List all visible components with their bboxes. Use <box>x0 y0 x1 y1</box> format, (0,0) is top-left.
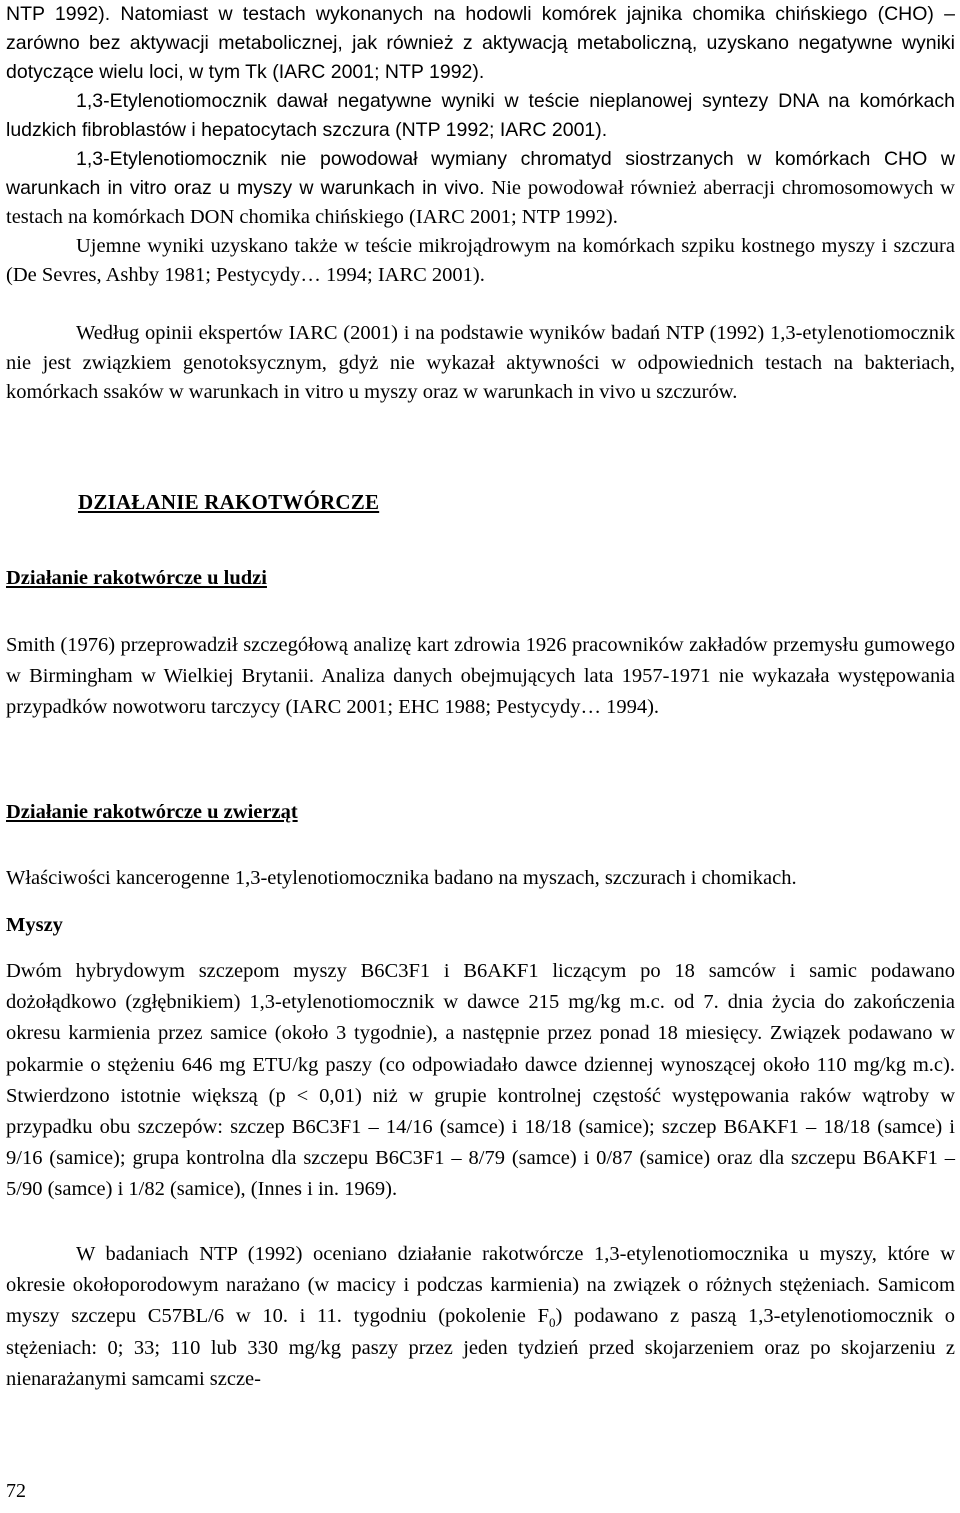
paragraph-animal-intro: Właściwości kancerogenne 1,3-etylenotiomocznika badano na myszach, szczurach i chomikach. <box>6 867 797 889</box>
paragraph-dna-synthesis: 1,3-Etylenotiomocznik dawał negatywne wyniki w teście nieplanowej syntezy DNA na komórkach ludzkich fibroblastów i hepatocytach szczura (NTP 1992; IARC 2001). <box>6 90 955 141</box>
subheading-humans: Działanie rakotwórcze u ludzi <box>6 567 267 589</box>
paragraph-smith-study: Smith (1976) przeprowadził szczegółową analizę kart zdrowia 1926 pracowników zakładów przemysłu gumowego w Birmingham w Wielkiej Brytanii. Analiza danych obejmujących lata 1957-1971 nie wykazała występowania przypadków nowotworu tarczycy (IARC 2001; EHC 1988; Pestycydy… 1994). <box>6 634 955 718</box>
paragraph-ntp-perinatal-b: ) podawano z paszą 1,3-etylenotiomocznik o stężeniach: 0; 33; 110 lub 330 mg/kg paszy przez jeden tydzień przed skojarzeniem oraz po skojarzeniu z nienarażanymi samcami szcze- <box>6 1305 955 1390</box>
paragraph-ntp-perinatal <box>6 1239 955 1395</box>
paragraph-iarc-opinion: Według opinii ekspertów IARC (2001) i na podstawie wyników badań NTP (1992) 1,3-etylenotiomocznik nie jest związkiem genotoksycznym, gdyż nie wykazał aktywności w odpowiednich testach na bakteriach, komórkach ssaków w warunkach in vitro u myszy oraz w warunkach in vivo u szczurów. <box>6 322 955 403</box>
paragraph-chromatid-exchange-b: Nie powodował również aberracji chromosomowych w testach na komórkach DON chomika chińskiego (IARC 2001; NTP 1992). <box>6 177 955 228</box>
subheading-mice: Myszy <box>6 914 63 936</box>
paragraph-micronucleus: Ujemne wyniki uzyskano także w teście mikrojądrowym na komórkach szpiku kostnego myszy i szczura (De Sevres, Ashby 1981; Pestycydy… 1994; IARC 2001). <box>6 235 955 286</box>
paragraph-ntp-perinatal-a: W badaniach NTP (1992) oceniano działanie rakotwórcze 1,3-etylenotiomocznika u myszy, które w okresie okołoporodowym narażano (w macicy i podczas karmienia) na związek o różnych stężeniach. Samicom myszy szczepu C57BL/6 w 10. i 11. tygodniu (pokolenie F <box>6 1243 955 1328</box>
section-heading-carcinogenic: DZIAŁANIE RAKOTWÓRCZE <box>78 490 380 514</box>
page-number: 72 <box>6 1480 26 1502</box>
subheading-animals: Działanie rakotwórcze u zwierząt <box>6 801 298 823</box>
paragraph-genotox-cho: NTP 1992). Natomiast w testach wykonanych na hodowli komórek jajnika chomika chińskiego (CHO) – zarówno bez aktywacji metabolicznej, jak również z aktywacją metaboliczną, uzyskano negatywne wyniki dotyczące wielu loci, w tym Tk (IARC 2001; NTP 1992). <box>6 3 955 83</box>
paragraph-mice-hybrid-strains: Dwóm hybrydowym szczepom myszy B6C3F1 i B6AKF1 liczącym po 18 samców i samic podawano dożołądkowo (zgłębnikiem) 1,3-etylenotiomocznik w dawce 215 mg/kg m.c. od 7. dnia życia do zakończenia okresu karmienia przez samice (około 3 tygodnie), a następnie przez ponad 18 miesięcy. Związek podawano w pokarmie o stężeniu 646 mg ETU/kg paszy (co odpowiadało dawce dziennej wynoszącej około 110 mg/kg m.c). Stwierdzono istotnie większą (p < 0,01) niż w grupie kontrolnej częstość występowania raków wątroby w przypadku obu szczepów: szczep B6C3F1 – 14/16 (samce) i 18/18 (samice); szczep B6AKF1 – 18/18 (samce) i 9/16 (samice); grupa kontrolna dla szczepu B6C3F1 – 8/79 (samce) i 0/87 (samice) oraz dla szczepu B6AKF1 – 5/90 (samce) i 1/82 (samice), (Innes i in. 1969). <box>6 960 955 1201</box>
paragraph-chromatid-exchange <box>6 145 955 232</box>
generation-subscript: 0 <box>549 1315 556 1331</box>
paragraph-chromatid-exchange-a: 1,3-Etylenotiomocznik nie powodował wymiany chromatyd siostrzanych w komórkach CHO w warunkach in vitro oraz u myszy w warunkach in vivo. <box>6 148 955 199</box>
